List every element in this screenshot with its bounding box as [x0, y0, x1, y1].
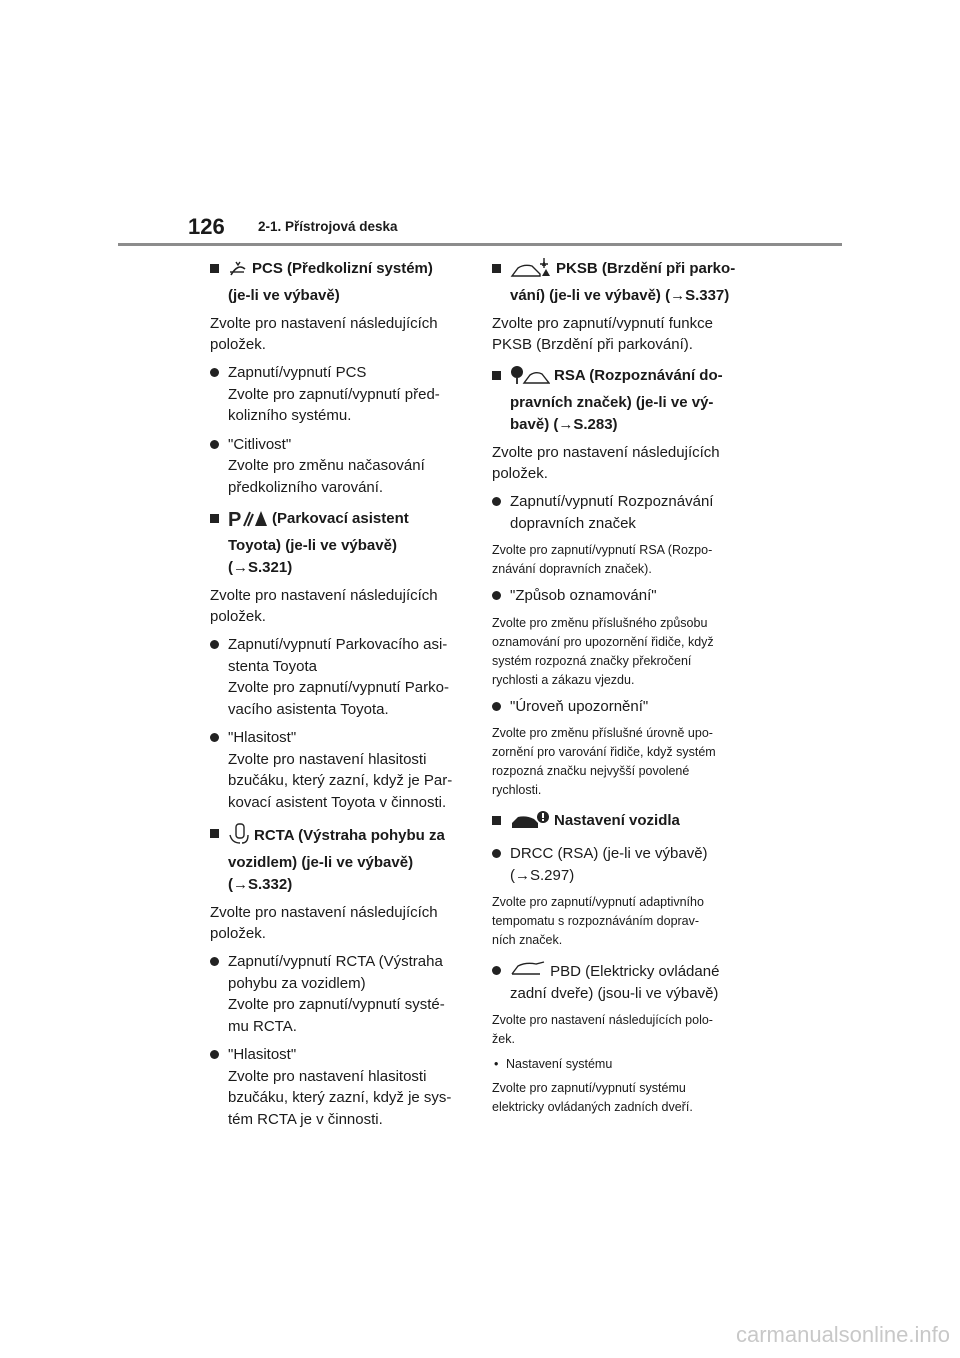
- pcs-body: Zvolte pro nastavení následujících položek.: [210, 315, 438, 353]
- vehicle-settings-heading: Nastavení vozidla: [492, 810, 754, 837]
- svg-text:P: P: [228, 509, 242, 528]
- rsa-desc-onoff: Zvolte pro zapnutí/vypnutí RSA (Rozpo- znávání dopravních značek).: [492, 543, 713, 576]
- pksb-heading: PKSB (Brzdění při parko- vání) (je-li ve výbavě) (→S.337): [492, 258, 754, 307]
- page-number: 126: [188, 214, 225, 239]
- pksb-icon: [510, 258, 552, 285]
- pcs-warning-icon: [228, 260, 248, 285]
- drcc-desc: Zvolte pro zapnutí/vypnutí adaptivního tempomatu s rozpoznáváním doprav- ních značek.: [492, 895, 704, 947]
- parking-bullet-volume: "Hlasitost" Zvolte pro nastavení hlasitosti bzučáku, který zazní, když je Par- kovací asistent Toyota v činnosti.: [210, 727, 470, 813]
- chapter-title: 2-1. Přístrojová deska: [258, 219, 398, 234]
- pksb-body: Zvolte pro zapnutí/vypnutí funkce PKSB (Brzdění při parkování).: [492, 315, 713, 353]
- right-column: [492, 258, 754, 1123]
- rsa-body: Zvolte pro nastavení následujících položek.: [492, 444, 720, 482]
- pbd-bullet: PBD (Elektricky ovládané zadní dveře) (jsou-li ve výbavě): [492, 960, 754, 1004]
- watermark: carmanualsonline.info: [735, 1322, 950, 1347]
- rcta-icon: [228, 823, 250, 852]
- drcc-bullet: DRCC (RSA) (je-li ve výbavě) (→S.297): [492, 843, 754, 886]
- header-divider: [118, 243, 842, 246]
- rsa-bullet-level: "Úroveň upozornění": [492, 696, 754, 718]
- rcta-heading: RCTA (Výstraha pohybu za vozidlem) (je-li ve výbavě) (→S.332): [210, 823, 470, 896]
- pbd-desc: Zvolte pro nastavení následujících polo- žek.: [492, 1013, 713, 1046]
- back-door-icon: [510, 963, 550, 980]
- rsa-desc-notification: Zvolte pro změnu příslušného způsobu oznamování pro upozornění řidiče, když systém rozpozná značky překročení rychlosti a zákazu vjezdu.: [492, 615, 714, 687]
- left-column: [210, 258, 470, 1137]
- rsa-heading: RSA (Rozpoznávání do- pravních značek) (je-li ve vý- bavě) (→S.283): [492, 365, 754, 436]
- pbd-sub-bullet: • Nastavení systému: [494, 1057, 613, 1071]
- parking-body: Zvolte pro nastavení následujících položek.: [210, 587, 438, 625]
- rcta-bullet-volume: "Hlasitost" Zvolte pro nastavení hlasitosti bzučáku, který zazní, když je sys- tém RCTA je v činnosti.: [210, 1044, 470, 1130]
- parking-heading: P (Parkovací asistent Toyota) (je-li ve výbavě) (→S.321): [210, 508, 470, 579]
- rsa-bullet-notification: "Způsob oznamování": [492, 585, 754, 607]
- pcs-bullet-sensitivity: "Citlivost" Zvolte pro změnu načasování předkolizního varování.: [210, 434, 470, 499]
- pbd-sub-desc: Zvolte pro zapnutí/vypnutí systému elektricky ovládaných zadních dveří.: [492, 1081, 693, 1114]
- parking-assist-icon: [228, 508, 268, 535]
- rcta-bullet-onoff: Zapnutí/vypnutí RCTA (Výstraha pohybu za vozidlem) Zvolte pro zapnutí/vypnutí systé- mu RCTA.: [210, 951, 470, 1037]
- rsa-desc-level: Zvolte pro změnu příslušné úrovně upo- zornění pro varování řidiče, když systém rozpozná značku nejvyšší povolené rychlosti.: [492, 726, 716, 797]
- pcs-bullet-onoff: Zapnutí/vypnutí PCS Zvolte pro zapnutí/vypnutí před- kolizního systému.: [210, 362, 470, 427]
- pcs-title-2: (je-li ve výbavě): [228, 287, 340, 304]
- parking-bullet-onoff: Zapnutí/vypnutí Parkovacího asi- stenta Toyota Zvolte pro zapnutí/vypnutí Parko- vacího asistenta Toyota.: [210, 634, 470, 720]
- pcs-title-1: PCS (Předkolizní systém): [252, 260, 433, 277]
- pcs-heading: [210, 258, 470, 307]
- vehicle-settings-icon: [510, 810, 550, 837]
- rsa-icon: [510, 365, 550, 392]
- rsa-bullet-onoff: Zapnutí/vypnutí Rozpoznávání dopravních značek: [492, 491, 754, 534]
- rcta-body: Zvolte pro nastavení následujících položek.: [210, 904, 438, 942]
